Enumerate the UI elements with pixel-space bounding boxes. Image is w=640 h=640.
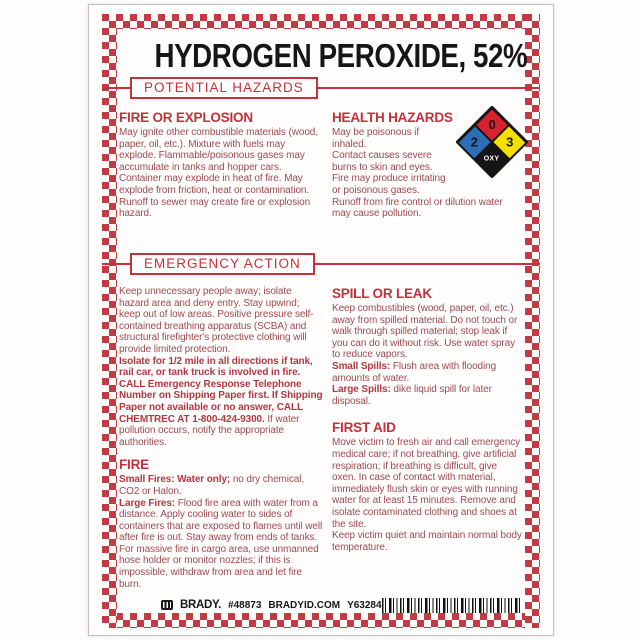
diamond-border-left (102, 14, 117, 628)
nfpa-diamond-grid (455, 105, 529, 179)
label-content (119, 32, 528, 611)
emergency-right-column (332, 286, 523, 590)
page-title (119, 37, 528, 75)
emergency-left-column (119, 286, 323, 590)
emergency-action-header-row (119, 254, 523, 275)
hazmat-label (88, 4, 554, 636)
spill-or-leak-body: Keep combustibles (wood, paper, oil, etc.) away from spilled material. Do not touch or walk through spilled material; stop leak if you can do it without risk. Use water spray to reduce vapors. (332, 303, 518, 361)
potential-hazards-header: POTENTIAL HAZARDS (130, 77, 318, 99)
part-number: #48873 (228, 599, 262, 611)
health-hazards-sentence: Fire may produce irritating or poisonous gases. (332, 173, 446, 196)
health-hazards-column (332, 110, 523, 252)
large-spills-label: Large Spills: (332, 384, 391, 396)
potential-hazards-section (119, 110, 523, 252)
nfpa-special-code: OXY (484, 155, 500, 163)
diamond-border-bottom (102, 613, 540, 628)
small-fires-label: Small Fires: Water only; (119, 474, 231, 486)
first-aid-body-2: Keep victim quiet and maintain normal body temperature. (332, 530, 522, 553)
brady-logo-icon (161, 600, 173, 610)
nfpa-diamond (459, 106, 525, 178)
brand-website: BRADYID.COM (268, 599, 341, 611)
large-spills (332, 384, 523, 407)
first-aid-body: Move victim to fresh air and call emergency medical care; if not breathing, give artificial respiration; if breathing is difficult, give oxen. In case of contact with material, immediately flush skin or eyes with running water for at least 15 minutes. Remove and isolate contaminated clothing and shoes at the site. (332, 437, 520, 530)
diamond-border-top (102, 14, 540, 29)
large-fires-text: Flood fire area with water from a distance. Apply cooling water to sides of containers that are exposed to flames until well after fire is out. Stay away from ends of tanks. For massive fire in cargo area, use unmanned hose holder or monitor nozzles; if this is impossible, withdraw from area and let fire burn. (119, 497, 323, 590)
spill-or-leak-heading: SPILL OR LEAK (332, 286, 432, 301)
small-spills (332, 361, 523, 384)
nfpa-fire-rating: 0 (488, 117, 496, 133)
health-hazards-heading: HEALTH HAZARDS (332, 110, 453, 125)
fire-heading: FIRE (119, 457, 149, 473)
health-hazards-sentence: Contact causes severe burns to skin and eyes. (332, 150, 433, 173)
small-spills-label: Small Spills: (332, 360, 391, 372)
small-fires-text: no dry chemical, CO2 or Halon. (119, 474, 305, 497)
emergency-isolate-paragraph (119, 356, 323, 449)
brand-name: BRADY. (180, 599, 222, 611)
water-pollution-note: If water pollution occurs, notify the appropriate authorities. (119, 413, 300, 448)
large-spills-text: dike liquid spill for later disposal. (332, 384, 492, 407)
isolate-instructions-bold: Isolate for 1/2 mile in all directions if tank, rail car, or tank truck is involved in fire. CALL Emergency Response Telephone Number on Shipping Paper first. If Shipping Paper not available or no answer, CALL CHEMTREC AT 1-800-424-9300. (119, 355, 323, 425)
fire-small-fires (119, 474, 323, 497)
small-spills-text: Flush area with flooding amounts of water. (332, 360, 497, 384)
fire-large-fires (119, 498, 323, 591)
large-fires-label: Large Fires: (119, 497, 176, 509)
nfpa-instability-rating: 3 (505, 134, 513, 150)
fire-or-explosion-column (119, 110, 323, 252)
footer (119, 597, 523, 613)
nfpa-health-rating: 2 (471, 134, 479, 150)
stock-code: Y63284 (347, 599, 382, 611)
emergency-action-header: EMERGENCY ACTION (130, 253, 315, 275)
first-aid-heading: FIRST AID (332, 420, 396, 436)
fire-or-explosion-body: May ignite other combustible materials (wood, paper, oil, etc.). Mixture with fuels may explode. Flammable/poisonous gases may accumulate in tanks and hopper cars. Container may explode in heat of fire. May explode from friction, heat or contamination. Runoff to sewer may create fire or explosion hazard. (119, 127, 318, 220)
emergency-action-section (119, 286, 523, 590)
barcode (382, 598, 521, 613)
chemical-name: HYDROGEN PEROXIDE, 52% (154, 37, 528, 74)
health-hazards-sentence: May be poisonous if inhaled. (332, 127, 420, 150)
potential-hazards-header-row (119, 78, 523, 99)
emergency-intro: Keep unnecessary people away; isolate hazard area and deny entry. Stay upwind; keep out of low areas. Positive pressure self-contained breathing apparatus (SCBA) and structural firefighter's protective clothing will provide limited protection. (119, 286, 314, 355)
health-hazards-sentence: Runoff from fire control or dilution water may cause pollution. (332, 196, 503, 220)
brand-group (161, 599, 382, 611)
fire-or-explosion-heading: FIRE OR EXPLOSION (119, 110, 253, 125)
diamond-border-right (525, 14, 540, 628)
